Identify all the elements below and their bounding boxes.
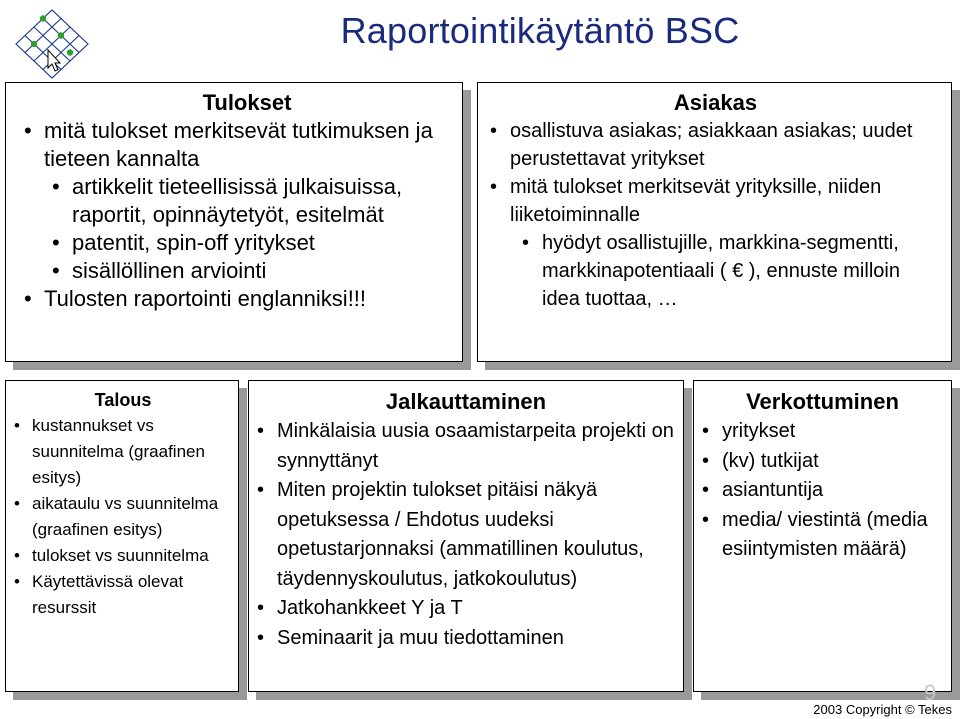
page-number: 9 <box>924 680 937 705</box>
asiakas-heading: Asiakas <box>673 90 758 115</box>
talous-list <box>14 413 232 621</box>
jalkauttaminen-list <box>257 417 675 653</box>
tulokset-heading: Tulokset <box>202 90 292 115</box>
list-item: • sisällöllinen arviointi <box>22 257 452 285</box>
list-item: • kustannukset vs suunnitelma (graafinen esitys) <box>14 413 232 491</box>
list-item: • Miten projektin tulokset pitäisi näkyä opetuksessa / Ehdotus uudeksi opetustarjonnaksi (ammatillinen koulutus, täydennyskoulutus, jatkokoulutus) <box>257 476 675 594</box>
list-item: • Minkälaisia uusia osaamistarpeita projekti on synnyttänyt <box>257 417 675 476</box>
slide-title: Raportointikäytäntö BSC <box>340 10 740 51</box>
list-item: • patentit, spin-off yritykset <box>22 229 452 257</box>
jalkauttaminen-box <box>248 380 684 692</box>
list-item: • mitä tulokset merkitsevät yrityksille, niiden liiketoiminnalle <box>490 173 941 229</box>
list-item: • mitä tulokset merkitsevät tutkimuksen ja tieteen kannalta <box>22 117 452 173</box>
list-item: • Tulosten raportointi englanniksi!!! <box>22 285 452 313</box>
copyright-notice: 2003 Copyright © Tekes <box>813 702 952 717</box>
list-item: • aikataulu vs suunnitelma (graafinen esitys) <box>14 491 232 543</box>
list-item: • osallistuva asiakas; asiakkaan asiakas; uudet perustettavat yritykset <box>490 117 941 173</box>
talous-heading: Talous <box>94 390 152 410</box>
tulokset-box <box>5 82 463 362</box>
list-item: • Jatkohankkeet Y ja T <box>257 594 675 624</box>
list-item: • hyödyt osallistujille, markkina-segmentti, markkinapotentiaali ( € ), ennuste milloin idea tuottaa, … <box>490 229 941 313</box>
list-item: • tulokset vs suunnitelma <box>14 543 232 569</box>
verkottuminen-box <box>693 380 952 692</box>
asiakas-box <box>477 82 952 362</box>
tulokset-list <box>22 117 452 313</box>
jalkauttaminen-heading: Jalkauttaminen <box>385 389 547 414</box>
network-grid-logo-icon <box>12 6 92 82</box>
talous-box <box>5 380 239 692</box>
list-item: • Seminaarit ja muu tiedottaminen <box>257 624 675 654</box>
list-item: • yritykset <box>702 417 943 447</box>
asiakas-list <box>490 117 941 313</box>
list-item: • Käytettävissä olevat resurssit <box>14 569 232 621</box>
list-item: • asiantuntija <box>702 476 943 506</box>
verkottuminen-heading: Verkottuminen <box>746 389 899 414</box>
list-item: • artikkelit tieteellisissä julkaisuissa, raportit, opinnäytetyöt, esitelmät <box>22 173 452 229</box>
list-item: • media/ viestintä (media esiintymisten määrä) <box>702 506 943 565</box>
verkottuminen-list <box>702 417 943 565</box>
list-item: • (kv) tutkijat <box>702 447 943 477</box>
